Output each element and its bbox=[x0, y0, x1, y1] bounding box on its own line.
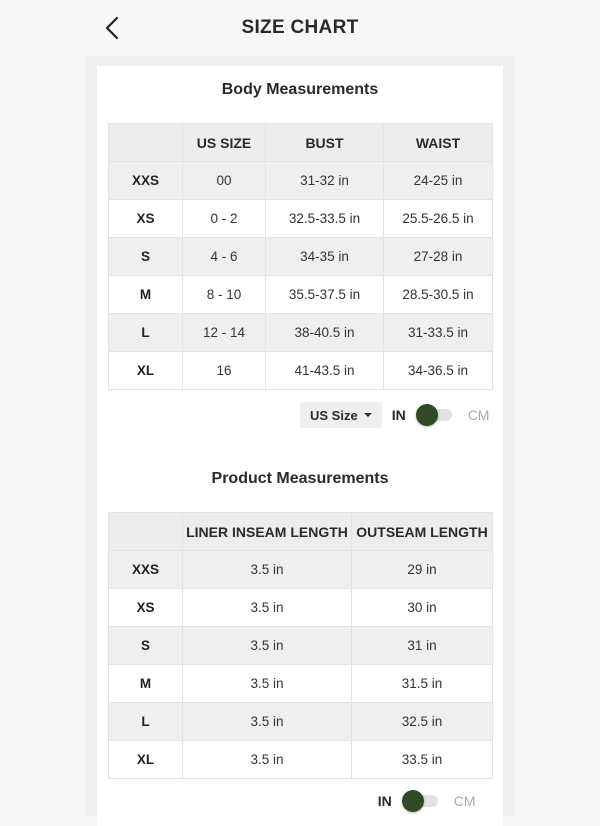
size-label: L bbox=[109, 703, 183, 741]
size-label: XS bbox=[109, 200, 183, 238]
table-cell: 4 - 6 bbox=[183, 238, 266, 276]
table-cell: 00 bbox=[183, 162, 266, 200]
toggle-knob bbox=[402, 790, 424, 812]
column-header: US SIZE bbox=[183, 124, 266, 162]
table-cell: 32.5 in bbox=[352, 703, 493, 741]
size-label: XL bbox=[109, 741, 183, 779]
table-cell: 24-25 in bbox=[384, 162, 493, 200]
caret-down-icon bbox=[364, 413, 372, 417]
unit-toggle[interactable] bbox=[402, 788, 440, 814]
product-measurements-title: Product Measurements bbox=[211, 470, 389, 487]
table-header-row bbox=[109, 513, 493, 551]
column-header: BUST bbox=[266, 124, 384, 162]
table-cell: 28.5-30.5 in bbox=[384, 276, 493, 314]
size-system-dropdown[interactable] bbox=[300, 402, 382, 428]
size-label: M bbox=[109, 276, 183, 314]
table-cell: 31 in bbox=[352, 627, 493, 665]
table-row bbox=[109, 162, 493, 200]
table-row bbox=[109, 200, 493, 238]
table-row bbox=[109, 741, 493, 779]
table-cell: 31.5 in bbox=[352, 665, 493, 703]
table-cell: 30 in bbox=[352, 589, 493, 627]
table-cell: 3.5 in bbox=[183, 589, 352, 627]
table-cell: 41-43.5 in bbox=[266, 352, 384, 390]
size-label: XL bbox=[109, 352, 183, 390]
table-cell: 34-35 in bbox=[266, 238, 384, 276]
table-cell: 27-28 in bbox=[384, 238, 493, 276]
top-bar bbox=[0, 0, 600, 56]
unit-controls-secondary bbox=[300, 788, 475, 814]
column-header: OUTSEAM LENGTH bbox=[352, 513, 493, 551]
table-cell: 0 - 2 bbox=[183, 200, 266, 238]
chevron-left-icon bbox=[105, 16, 119, 40]
table-header-row bbox=[109, 124, 493, 162]
unit-in-label: IN bbox=[377, 793, 392, 809]
table-row bbox=[109, 665, 493, 703]
product-measurements-table bbox=[108, 512, 493, 779]
size-label: M bbox=[109, 665, 183, 703]
size-label: XXS bbox=[109, 551, 183, 589]
table-cell: 34-36.5 in bbox=[384, 352, 493, 390]
column-header: WAIST bbox=[384, 124, 493, 162]
size-label: XS bbox=[109, 589, 183, 627]
unit-in-label: IN bbox=[391, 407, 406, 423]
table-cell: 35.5-37.5 in bbox=[266, 276, 384, 314]
table-row bbox=[109, 314, 493, 352]
table-cell: 3.5 in bbox=[183, 627, 352, 665]
column-header bbox=[109, 124, 183, 162]
size-label: L bbox=[109, 314, 183, 352]
table-cell: 3.5 in bbox=[183, 703, 352, 741]
table-cell: 3.5 in bbox=[183, 551, 352, 589]
table-cell: 31-32 in bbox=[266, 162, 384, 200]
table-cell: 29 in bbox=[352, 551, 493, 589]
table-cell: 16 bbox=[183, 352, 266, 390]
table-row bbox=[109, 627, 493, 665]
page-title: SIZE CHART bbox=[241, 17, 359, 38]
size-system-label: US Size bbox=[310, 407, 358, 423]
column-header bbox=[109, 513, 183, 551]
body-measurements-table bbox=[108, 123, 493, 390]
table-cell: 3.5 in bbox=[183, 665, 352, 703]
table-cell: 31-33.5 in bbox=[384, 314, 493, 352]
size-label: S bbox=[109, 627, 183, 665]
column-header: LINER INSEAM LENGTH bbox=[183, 513, 352, 551]
table-row bbox=[109, 276, 493, 314]
unit-cm-label: CM bbox=[467, 407, 490, 423]
table-cell: 12 - 14 bbox=[183, 314, 266, 352]
unit-toggle[interactable] bbox=[416, 402, 454, 428]
table-cell: 32.5-33.5 in bbox=[266, 200, 384, 238]
table-row bbox=[109, 238, 493, 276]
table-cell: 33.5 in bbox=[352, 741, 493, 779]
table-cell: 3.5 in bbox=[183, 741, 352, 779]
table-row bbox=[109, 589, 493, 627]
toggle-knob bbox=[416, 404, 438, 426]
table-cell: 38-40.5 in bbox=[266, 314, 384, 352]
table-row bbox=[109, 703, 493, 741]
size-label: S bbox=[109, 238, 183, 276]
table-cell: 8 - 10 bbox=[183, 276, 266, 314]
unit-cm-label: CM bbox=[453, 793, 476, 809]
size-label: XXS bbox=[109, 162, 183, 200]
back-button[interactable] bbox=[100, 14, 124, 42]
table-row bbox=[109, 551, 493, 589]
body-measurements-title: Body Measurements bbox=[221, 81, 379, 98]
table-cell: 25.5-26.5 in bbox=[384, 200, 493, 238]
unit-controls bbox=[300, 402, 489, 428]
table-row bbox=[109, 352, 493, 390]
